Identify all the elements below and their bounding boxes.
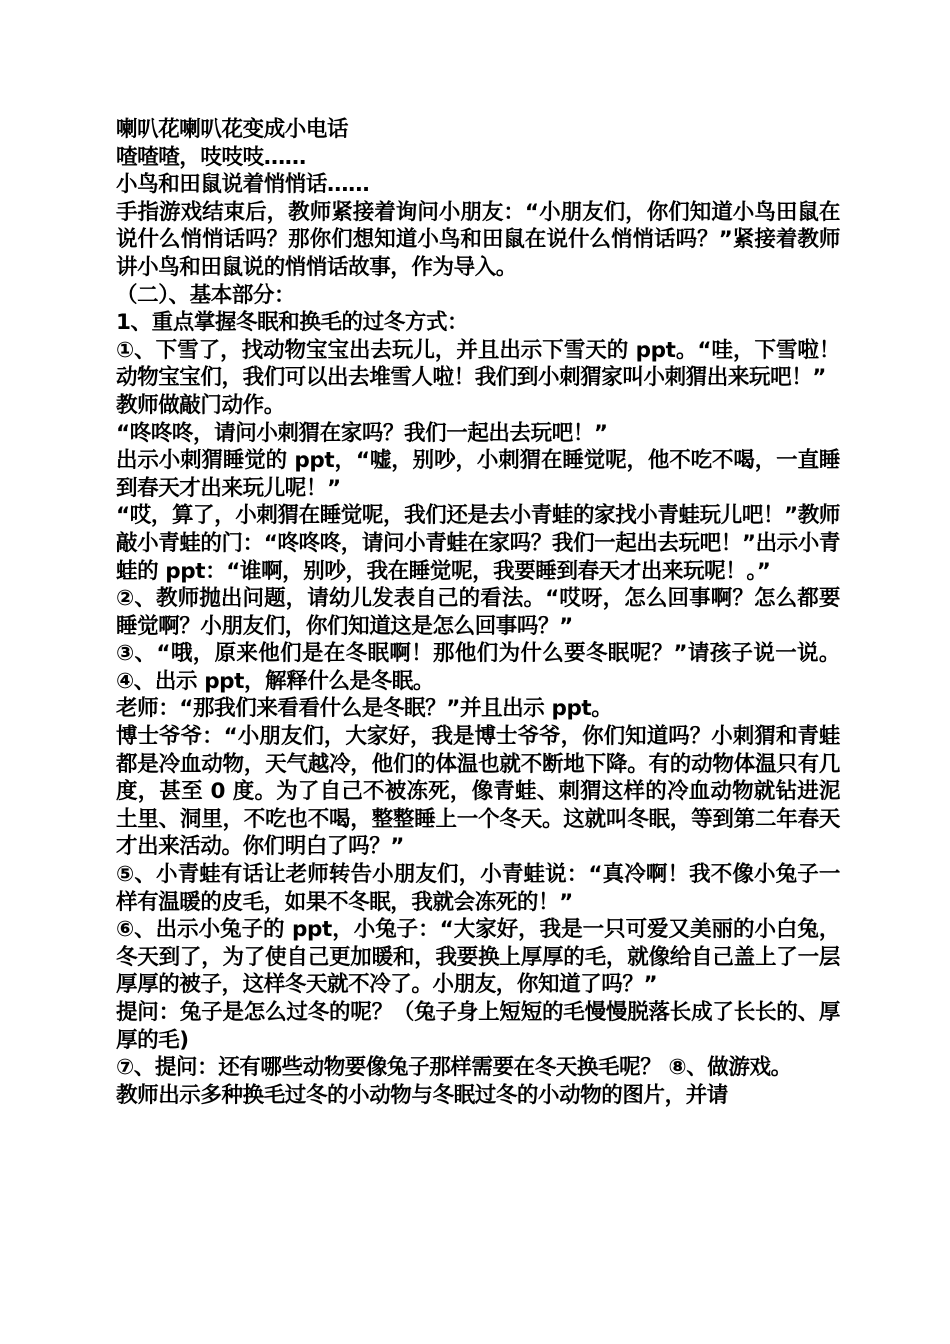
- paragraph-step-2: ②、教师抛出问题，请幼儿发表自己的看法。“哎呀，怎么回事啊？怎么都要睡觉啊？小朋友们，你们知道这是怎么回事吗？”: [116, 586, 840, 639]
- rhyme-line-3: 小鸟和田鼠说着悄悄话……: [116, 172, 370, 198]
- paragraph-game: 教师出示多种换毛过冬的小动物与冬眠过冬的小动物的图片，并请: [116, 1082, 728, 1108]
- paragraph-knock: 教师做敲门动作。: [116, 392, 285, 418]
- rhyme-line-2: 喳喳喳，吱吱吱……: [116, 144, 306, 170]
- paragraph-step-5: ⑤、小青蛙有话让老师转告小朋友们，小青蛙说：“真冷啊！我不像小兔子一样有温暖的皮毛，如果不冬眠，我就会冻死的！”: [116, 862, 840, 915]
- paragraph-step-1: ①、下雪了，找动物宝宝出去玩儿，并且出示下雪天的 ppt。“哇，下雪啦！动物宝宝们，我们可以出去堆雪人啦！我们到小刺猬家叫小刺猬出来玩吧！”: [116, 337, 840, 391]
- paragraph-question: 提问：兔子是怎么过冬的呢？（兔子身上短短的毛慢慢脱落长成了长长的、厚厚的毛): [116, 1000, 840, 1053]
- paragraph-intro: 手指游戏结束后，教师紧接着询问小朋友：“小朋友们，你们知道小鸟田鼠在说什么悄悄话吗？那你们想知道小鸟和田鼠在说什么悄悄话吗？”紧接着教师讲小鸟和田鼠说的悄悄话故事，作为导入。: [116, 199, 840, 280]
- rhyme-line-1: 喇叭花喇叭花变成小电话: [116, 117, 349, 142]
- section-heading: （二）、基本部分：: [116, 282, 296, 308]
- paragraph-hedgehog-sleep: 出示小刺猬睡觉的 ppt，“嘘，别吵，小刺猬在睡觉呢，他不吃不喝，一直睡到春天才出来玩儿呢！”: [116, 448, 840, 501]
- paragraph-step-7-8: ⑦、提问：还有哪些动物要像兔子那样需要在冬天换毛呢？ ⑧、做游戏。: [116, 1055, 792, 1081]
- subsection-heading: 1、重点掌握冬眠和换毛的过冬方式：: [116, 310, 469, 336]
- paragraph-doctor: 博士爷爷：“小朋友们，大家好，我是博士爷爷，你们知道吗？小刺猬和青蛙都是冷血动物，天气越冷，他们的体温也就不断地下降。有的动物体温只有几度，甚至 0 度。为了自己不被冻死，像青蛙、刺猬这样的冷血动物就钻进泥土里、洞里，不吃也不喝，整整睡上一个冬天。这就叫冬眠，等到第二年春天才出来活动。你们明白了吗？”: [116, 724, 840, 860]
- paragraph-frog: “哎，算了，小刺猬在睡觉呢，我们还是去小青蛙的家找小青蛙玩儿吧！”教师敲小青蛙的门：“咚咚咚，请问小青蛙在家吗？我们一起出去玩吧！”出示小青蛙的 ppt：“谁啊，别吵，我在睡觉呢，我要睡到春天才出来玩呢！。”: [116, 503, 840, 584]
- paragraph-step-3-4: ③、“哦，原来他们是在冬眠啊！那他们为什么要冬眠呢？”请孩子说一说。 ④、出示 ppt，解释什么是冬眠。: [116, 641, 840, 694]
- paragraph-step-6: ⑥、出示小兔子的 ppt，小兔子：“大家好，我是一只可爱又美丽的小白兔，冬天到了，为了使自己更加暖和，我要换上厚厚的毛，就像给自己盖上了一层厚厚的被子，这样冬天就不冷了。小朋友，你知道了吗？”: [116, 917, 840, 998]
- paragraph-hedgehog-call: “咚咚咚，请问小刺猬在家吗？我们一起出去玩吧！”: [116, 420, 608, 446]
- paragraph-teacher: 老师：“那我们来看看什么是冬眠？”并且出示 ppt。: [116, 696, 613, 722]
- document-page: [116, 116, 840, 1109]
